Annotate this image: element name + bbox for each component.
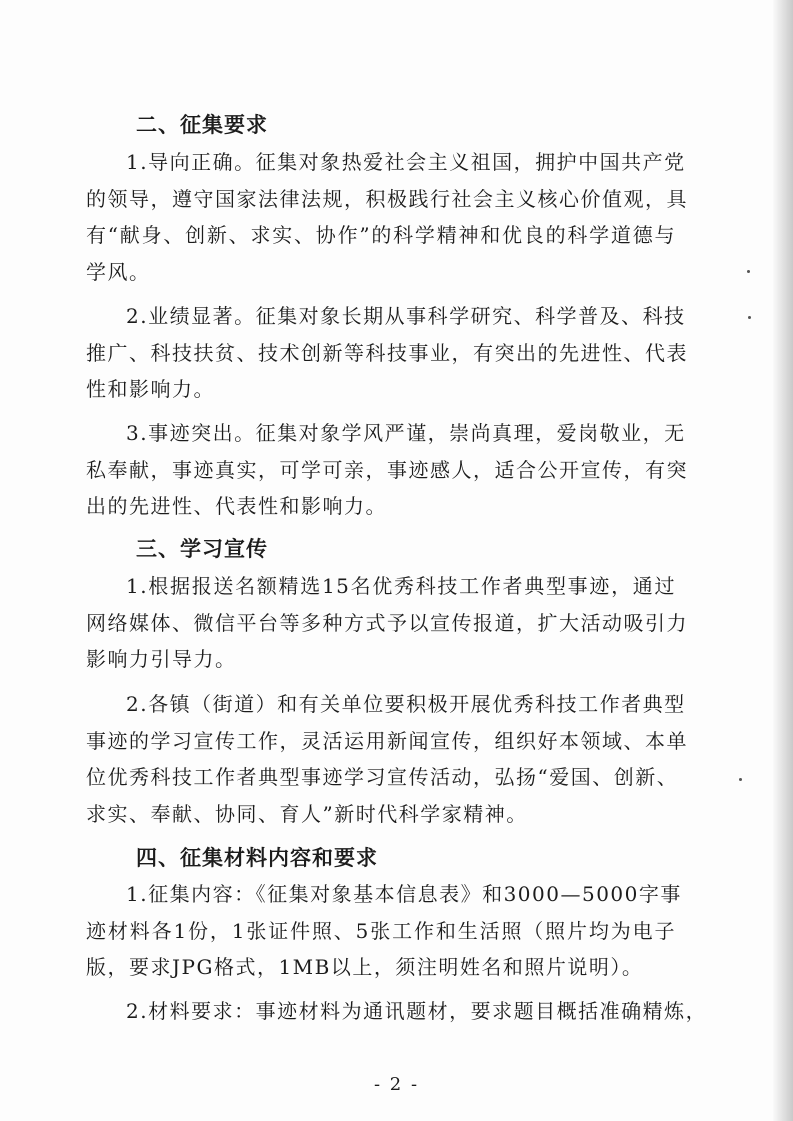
text-line: 2.材料要求：事迹材料为通讯题材，要求题目概括准确精炼， — [126, 999, 708, 1023]
scan-speck — [748, 316, 751, 319]
text-line: 迹材料各1份，1张证件照、5张工作和生活照（照片均为电子 — [86, 918, 676, 943]
paragraph — [86, 144, 688, 290]
text-line: 私奉献，事迹真实，可学可亲，事迹感人，适合公开宣传，有突 — [86, 457, 688, 482]
section-heading-requirements: 二、征集要求 — [136, 113, 268, 137]
paragraph — [86, 568, 688, 678]
text-line: 求实、奉献、协同、育人”新时代科学家精神。 — [86, 801, 528, 826]
page-number: - 2 - — [373, 1074, 420, 1095]
text-line: 影响力引导力。 — [86, 647, 237, 671]
text-line: 2.业绩显著。征集对象长期从事科学研究、科学普及、科技 — [126, 304, 686, 328]
text-line: 1.根据报送名额精选15名优秀科技工作者典型事迹，通过 — [126, 574, 676, 598]
text-line: 1.导向正确。征集对象热爱社会主义祖国，拥护中国共产党 — [126, 150, 686, 174]
text-line: 2.各镇（街道）和有关单位要积极开展优秀科技工作者典型 — [126, 692, 686, 716]
section-heading-materials: 四、征集材料内容和要求 — [136, 846, 378, 870]
text-line: 学风。 — [86, 259, 151, 284]
text-line: 版，要求JPG格式，1MB以上，须注明姓名和照片说明）。 — [86, 955, 644, 979]
section-heading-publicity: 三、学习宣传 — [136, 537, 268, 561]
text-line: 1.征集内容：《征集对象基本信息表》和3000—5000字事 — [126, 882, 682, 906]
text-line: 位优秀科技工作者典型事迹学习宣传活动，弘扬“爱国、创新、 — [86, 765, 679, 789]
scan-edge-shadow — [773, 0, 793, 1121]
text-line: 推广、科技扶贫、技术创新等科技事业，有突出的先进性、代表 — [86, 340, 688, 365]
scan-speck — [739, 778, 742, 781]
text-line: 出的先进性、代表性和影响力。 — [86, 494, 387, 518]
text-line: 网络媒体、微信平台等多种方式予以宣传报道，扩大活动吸引力 — [86, 610, 688, 635]
paragraph — [86, 876, 682, 986]
text-line: 的领导，遵守国家法律法规，积极践行社会主义核心价值观，具 — [86, 186, 688, 211]
text-line: 有“献身、创新、求实、协作”的科学精神和优良的科学道德与 — [86, 223, 676, 247]
paragraph — [86, 993, 708, 1030]
paragraph — [86, 686, 688, 832]
paragraph — [86, 415, 688, 525]
text-line: 性和影响力。 — [86, 377, 215, 401]
text-line: 3.事迹突出。征集对象学风严谨，崇尚真理，爱岗敬业，无 — [126, 421, 686, 445]
scan-speck — [747, 270, 750, 273]
text-line: 事迹的学习宣传工作，灵活运用新闻宣传，组织好本领域、本单 — [86, 728, 688, 753]
paragraph — [86, 298, 688, 408]
